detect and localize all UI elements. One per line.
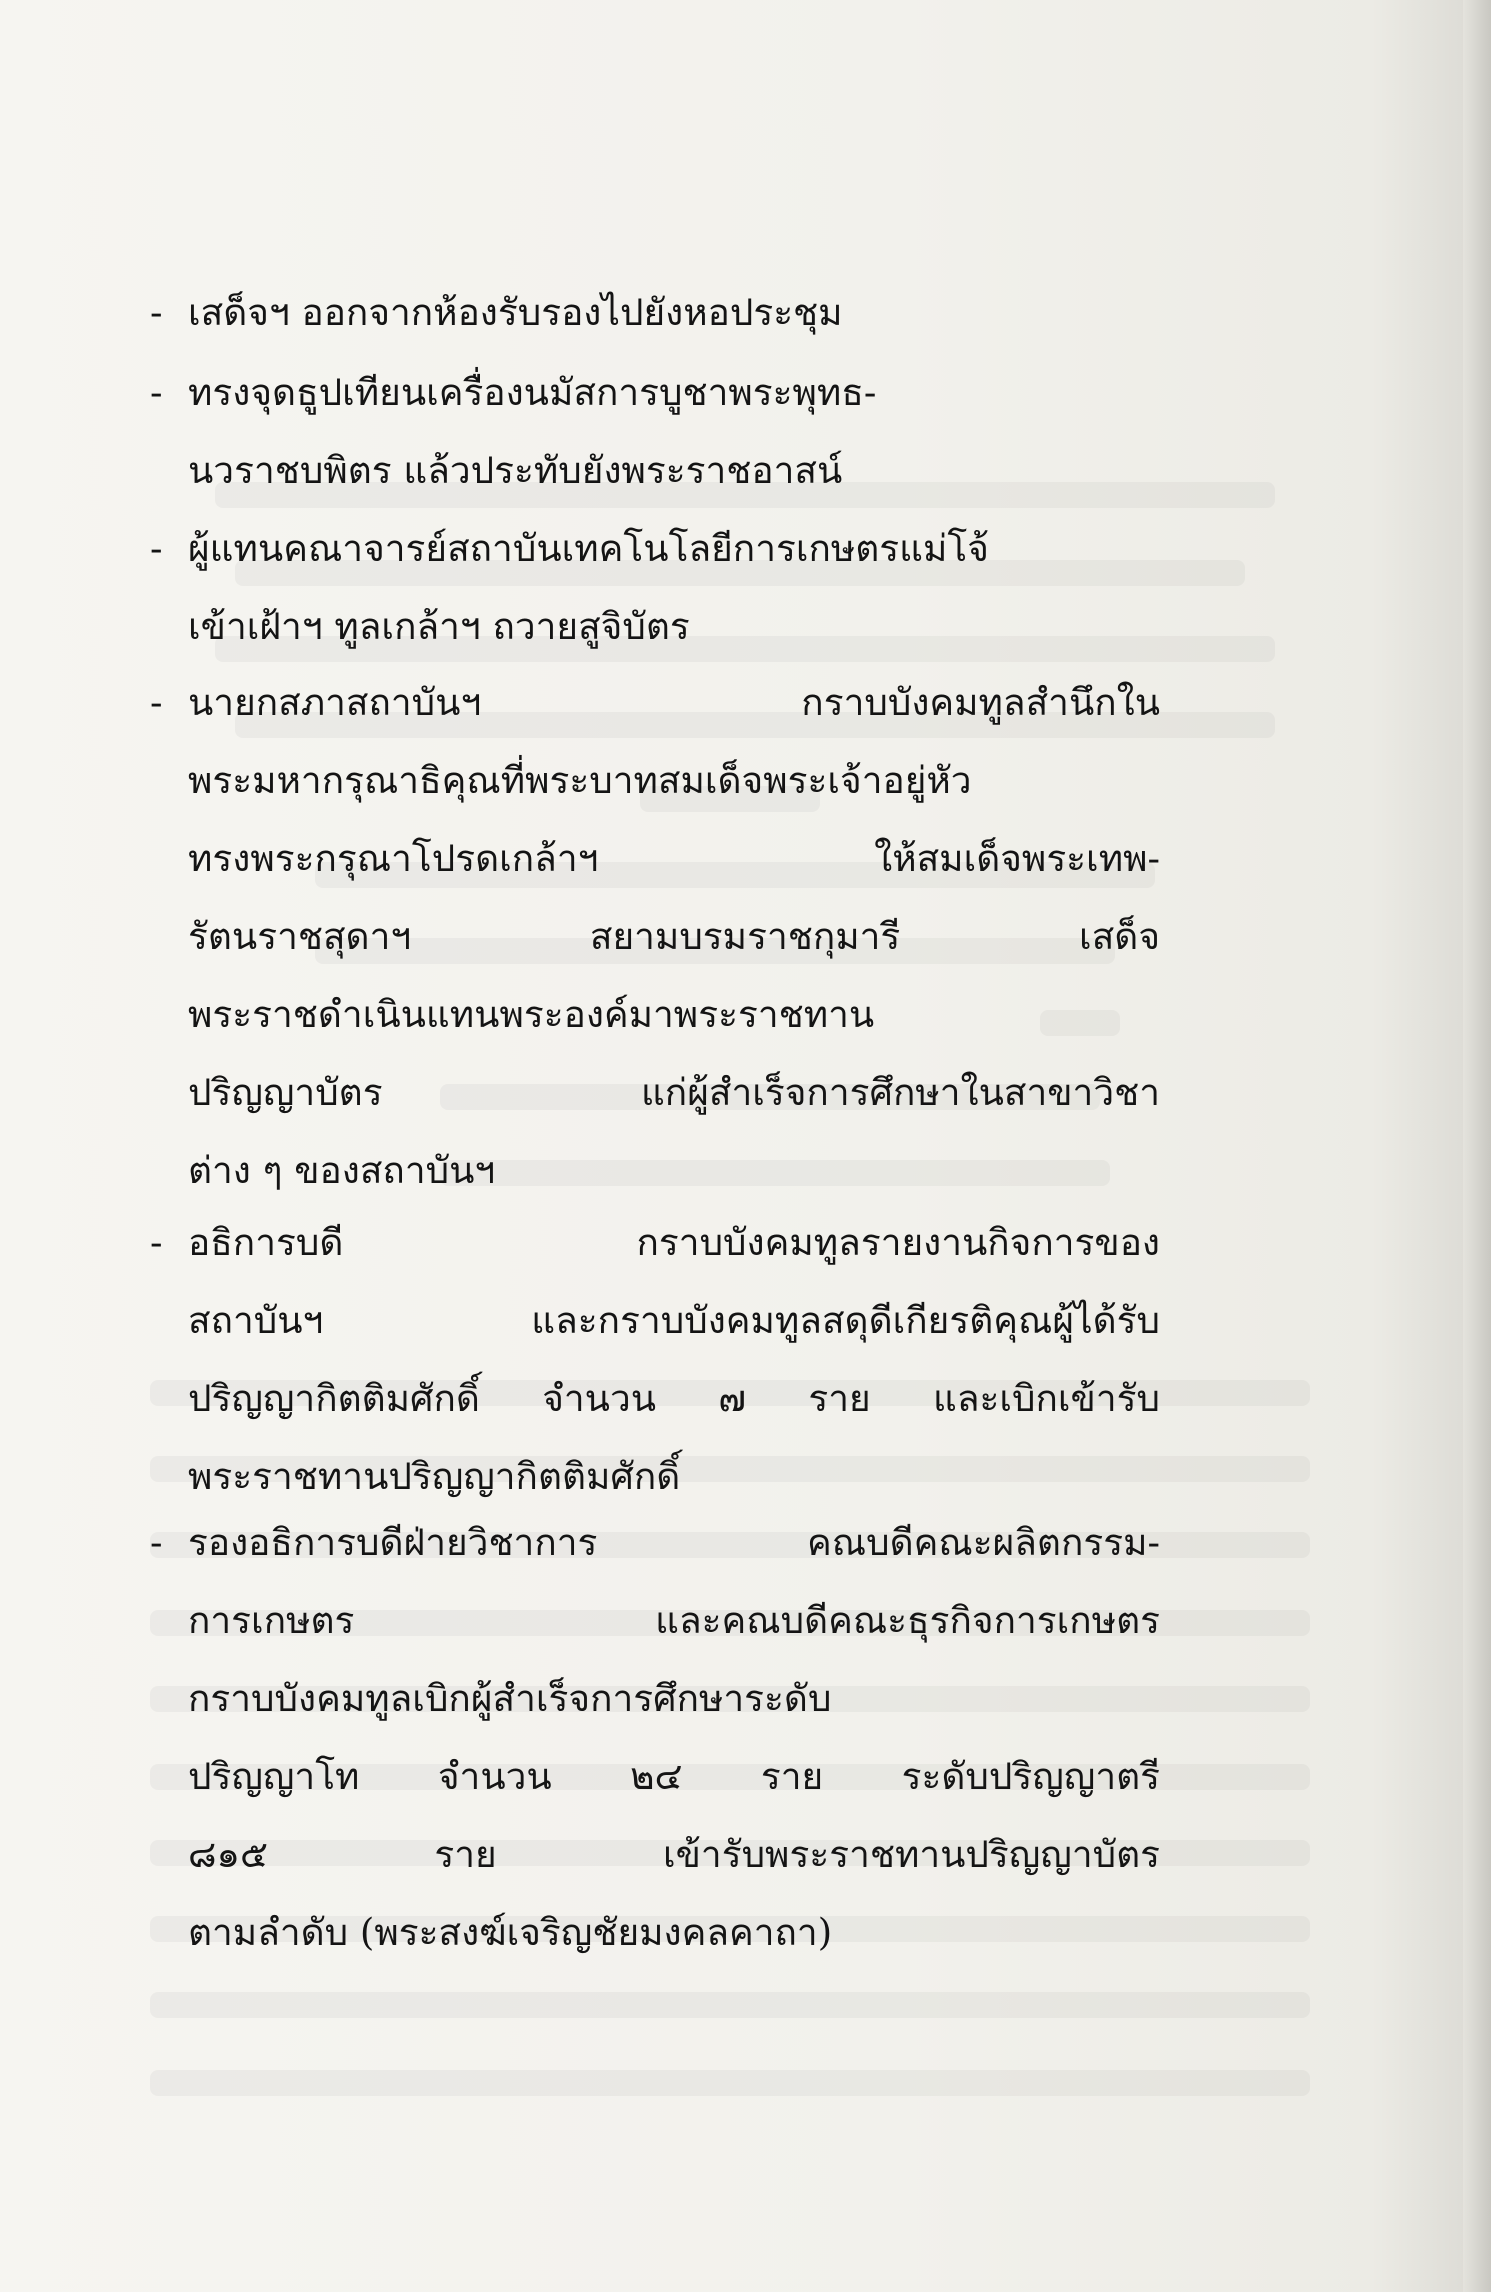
bullet-dash: - [150, 1221, 163, 1264]
bullet-dash: - [150, 681, 163, 724]
agenda-text-line: ปริญญากิตติมศักดิ์ จำนวน ๗ ราย และเบิกเข้ารับ [188, 1377, 1160, 1420]
agenda-text-line: เสด็จฯ ออกจากห้องรับรองไปยังหอประชุม [188, 291, 843, 334]
agenda-text-line: พระราชดำเนินแทนพระองค์มาพระราชทาน [188, 993, 875, 1036]
agenda-text-line: กราบบังคมทูลเบิกผู้สำเร็จการศึกษาระดับ [188, 1677, 832, 1720]
agenda-text-line: ปริญญาบัตร แก่ผู้สำเร็จการศึกษาในสาขาวิชา [188, 1071, 1160, 1114]
agenda-text-line: รัตนราชสุดาฯ สยามบรมราชกุมารี เสด็จ [188, 915, 1160, 958]
agenda-text-line: พระราชทานปริญญากิตติมศักดิ์ [188, 1455, 681, 1498]
agenda-text-line: การเกษตร และคณบดีคณะธุรกิจการเกษตร [188, 1599, 1160, 1642]
agenda-text-line: เข้าเฝ้าฯ ทูลเกล้าฯ ถวายสูจิบัตร [188, 605, 690, 648]
bullet-dash: - [150, 1521, 163, 1564]
bullet-dash: - [150, 527, 163, 570]
agenda-text-line: ทรงพระกรุณาโปรดเกล้าฯ ให้สมเด็จพระเทพ- [188, 837, 1160, 880]
agenda-text-line: ปริญญาโท จำนวน ๒๔ ราย ระดับปริญญาตรี [188, 1755, 1160, 1798]
agenda-text-line: ทรงจุดธูปเทียนเครื่องนมัสการบูชาพระพุทธ- [188, 371, 877, 414]
agenda-text-line: พระมหากรุณาธิคุณที่พระบาทสมเด็จพระเจ้าอยู่หัว [188, 759, 972, 802]
agenda-text-line: นวราชบพิตร แล้วประทับยังพระราชอาสน์ [188, 449, 843, 492]
agenda-text-line: ตามลำดับ (พระสงฆ์เจริญชัยมงคลคาถา) [188, 1911, 833, 1954]
bullet-dash: - [150, 291, 163, 334]
bullet-dash: - [150, 371, 163, 414]
agenda-text-line: อธิการบดี กราบบังคมทูลรายงานกิจการของ [188, 1221, 1160, 1264]
agenda-text-line: ต่าง ๆ ของสถาบันฯ [188, 1149, 496, 1192]
agenda-text-line: ๘๑๕ ราย เข้ารับพระราชทานปริญญาบัตร [188, 1833, 1160, 1876]
page-edge [1463, 0, 1491, 2292]
agenda-text-line: นายกสภาสถาบันฯ กราบบังคมทูลสำนึกใน [188, 681, 1160, 724]
agenda-text-line: รองอธิการบดีฝ่ายวิชาการ คณบดีคณะผลิตกรรม- [188, 1521, 1160, 1564]
agenda-text-line: ผู้แทนคณาจารย์สถาบันเทคโนโลยีการเกษตรแม่โจ้ [188, 527, 989, 570]
agenda-text-line: สถาบันฯ และกราบบังคมทูลสดุดีเกียรติคุณผู้ได้รับ [188, 1299, 1160, 1342]
